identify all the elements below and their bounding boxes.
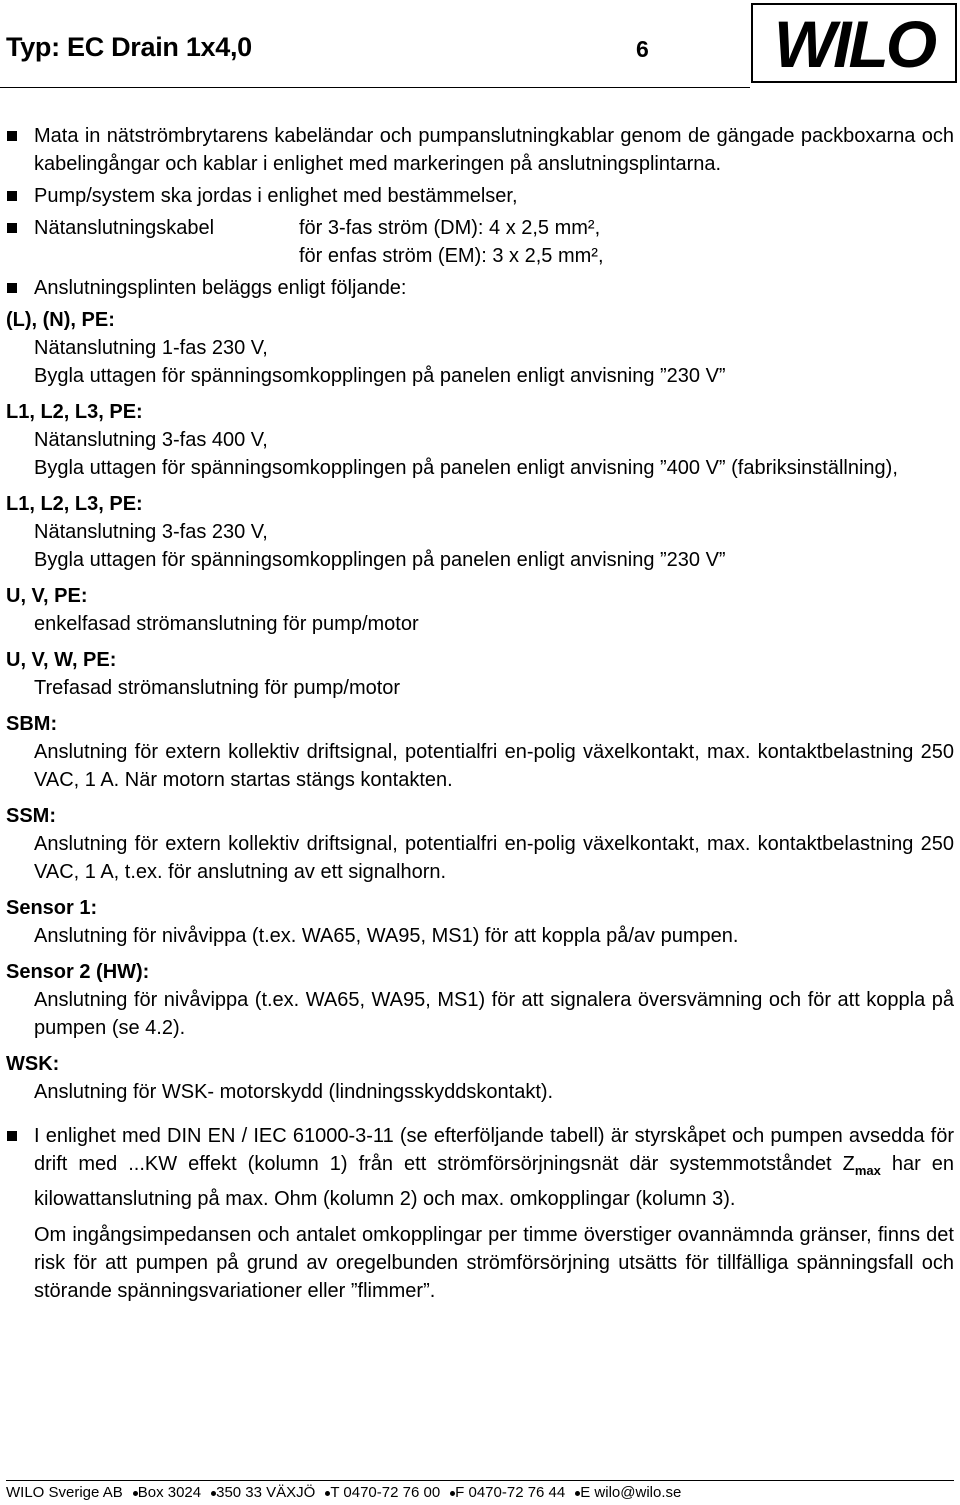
terminal-list <box>6 306 954 1114</box>
page-footer <box>6 1480 954 1501</box>
bullet-terminal-intro: Anslutningsplinten beläggs enligt följande: <box>6 274 954 302</box>
mains-cable-3phase: för 3-fas ström (DM): 4 x 2,5 mm², <box>299 217 601 239</box>
header-rule <box>0 87 750 88</box>
din-subscript: max <box>854 1163 881 1178</box>
wilo-logo <box>751 3 957 83</box>
terminal-description: Trefasad strömanslutning för pump/motor <box>34 677 401 699</box>
footer-email: E wilo@wilo.se <box>580 1484 682 1501</box>
mains-cable-term: Nätanslutningskabel <box>34 217 215 239</box>
terminal-description: Bygla uttagen för spänningsomkopplingen på panelen enligt anvisning ”230 V” <box>34 549 726 571</box>
terminal-description: Nätanslutning 1-fas 230 V, <box>34 337 268 359</box>
terminal-label: U, V, W, PE: <box>6 649 117 671</box>
bullet-cable-entry: Mata in nätströmbrytarens kabeländar och pumpanslutningkablar genom de gängade packboxarna och kabelingångar och kablar i enlighet med markeringen på anslutningsplintarna. <box>6 122 954 178</box>
terminal-description: Nätanslutning 3-fas 230 V, <box>34 521 268 543</box>
main-content <box>6 122 954 1305</box>
terminal-label: WSK: <box>6 1053 60 1075</box>
bullet-grounding: Pump/system ska jordas i enlighet med bestämmelser, <box>6 182 954 210</box>
terminal-label: Sensor 2 (HW): <box>6 961 150 983</box>
page-title: Typ: EC Drain 1x4,0 <box>6 32 252 62</box>
wilo-logo-text: WILO <box>773 7 935 81</box>
terminal-label: L1, L2, L3, PE: <box>6 401 143 423</box>
closing-paragraph: Om ingångsimpedansen och antalet omkopplingar per timme överstiger ovannämnda gränser, finns det risk för att pumpen på grund av oregelbunden strömförsörjning utsätts för tillfälliga spänningsfall och störande spänningsvariationer eller ”flimmer”. <box>34 1224 954 1302</box>
terminal-label: Sensor 1: <box>6 897 98 919</box>
terminal-description: Anslutning för extern kollektiv driftsignal, potentialfri en-polig växelkontakt, max. kontaktbelastning 250 VAC, 1 A. När motorn startas stängs kontakten. <box>34 741 954 791</box>
terminal-label: SBM: <box>6 713 58 735</box>
footer-phone: T 0470-72 76 00 <box>330 1484 441 1501</box>
footer-city: 350 33 VÄXJÖ <box>216 1484 316 1501</box>
bullet-mains-cable <box>6 214 954 242</box>
footer-fax: F 0470-72 76 44 <box>455 1484 566 1501</box>
terminal-label: SSM: <box>6 805 56 827</box>
footer-company: WILO Sverige AB <box>6 1484 123 1501</box>
terminal-description: Bygla uttagen för spänningsomkopplingen på panelen enligt anvisning ”400 V” (fabriksinställning), <box>34 457 898 479</box>
terminal-description: Bygla uttagen för spänningsomkopplingen på panelen enligt anvisning ”230 V” <box>34 365 726 387</box>
terminal-description: Anslutning för extern kollektiv driftsignal, potentialfri en-polig växelkontakt, max. kontaktbelastning 250 VAC, 1 A, t.ex. för anslutning av ett signalhorn. <box>34 833 954 883</box>
terminal-label: U, V, PE: <box>6 585 88 607</box>
wilo-logo-graphic <box>753 5 955 81</box>
mains-cable-1phase: för enfas ström (EM): 3 x 2,5 mm², <box>299 245 604 267</box>
terminal-description: enkelfasad strömanslutning för pump/motor <box>34 613 419 635</box>
din-text-part1: I enlighet med DIN EN / IEC 61000-3-11 (se efterföljande tabell) är styrskåpet och pumpen avsedda för drift med ...KW effekt (kolumn 1) från ett strömförsörjningsnät där systemmotståndet Z <box>34 1125 954 1175</box>
terminal-label: L1, L2, L3, PE: <box>6 493 143 515</box>
terminal-description: Nätanslutning 3-fas 400 V, <box>34 429 268 451</box>
din-text-part2: har en kilowattanslutning på max. Ohm (kolumn 2) och max. omkopplingar (kolumn 3). <box>34 1153 954 1210</box>
terminal-label: (L), (N), PE: <box>6 309 115 331</box>
bullet-din-en <box>6 1122 954 1213</box>
terminal-description: Anslutning för nivåvippa (t.ex. WA65, WA95, MS1) för att koppla på/av pumpen. <box>34 925 739 947</box>
page-number: 6 <box>636 36 649 62</box>
terminal-description: Anslutning för nivåvippa (t.ex. WA65, WA95, MS1) för att signalera översvämning och för att koppla på pumpen (se 4.2). <box>34 989 954 1039</box>
footer-box: Box 3024 <box>137 1484 202 1501</box>
terminal-description: Anslutning för WSK- motorskydd (lindningsskyddskontakt). <box>34 1081 554 1103</box>
